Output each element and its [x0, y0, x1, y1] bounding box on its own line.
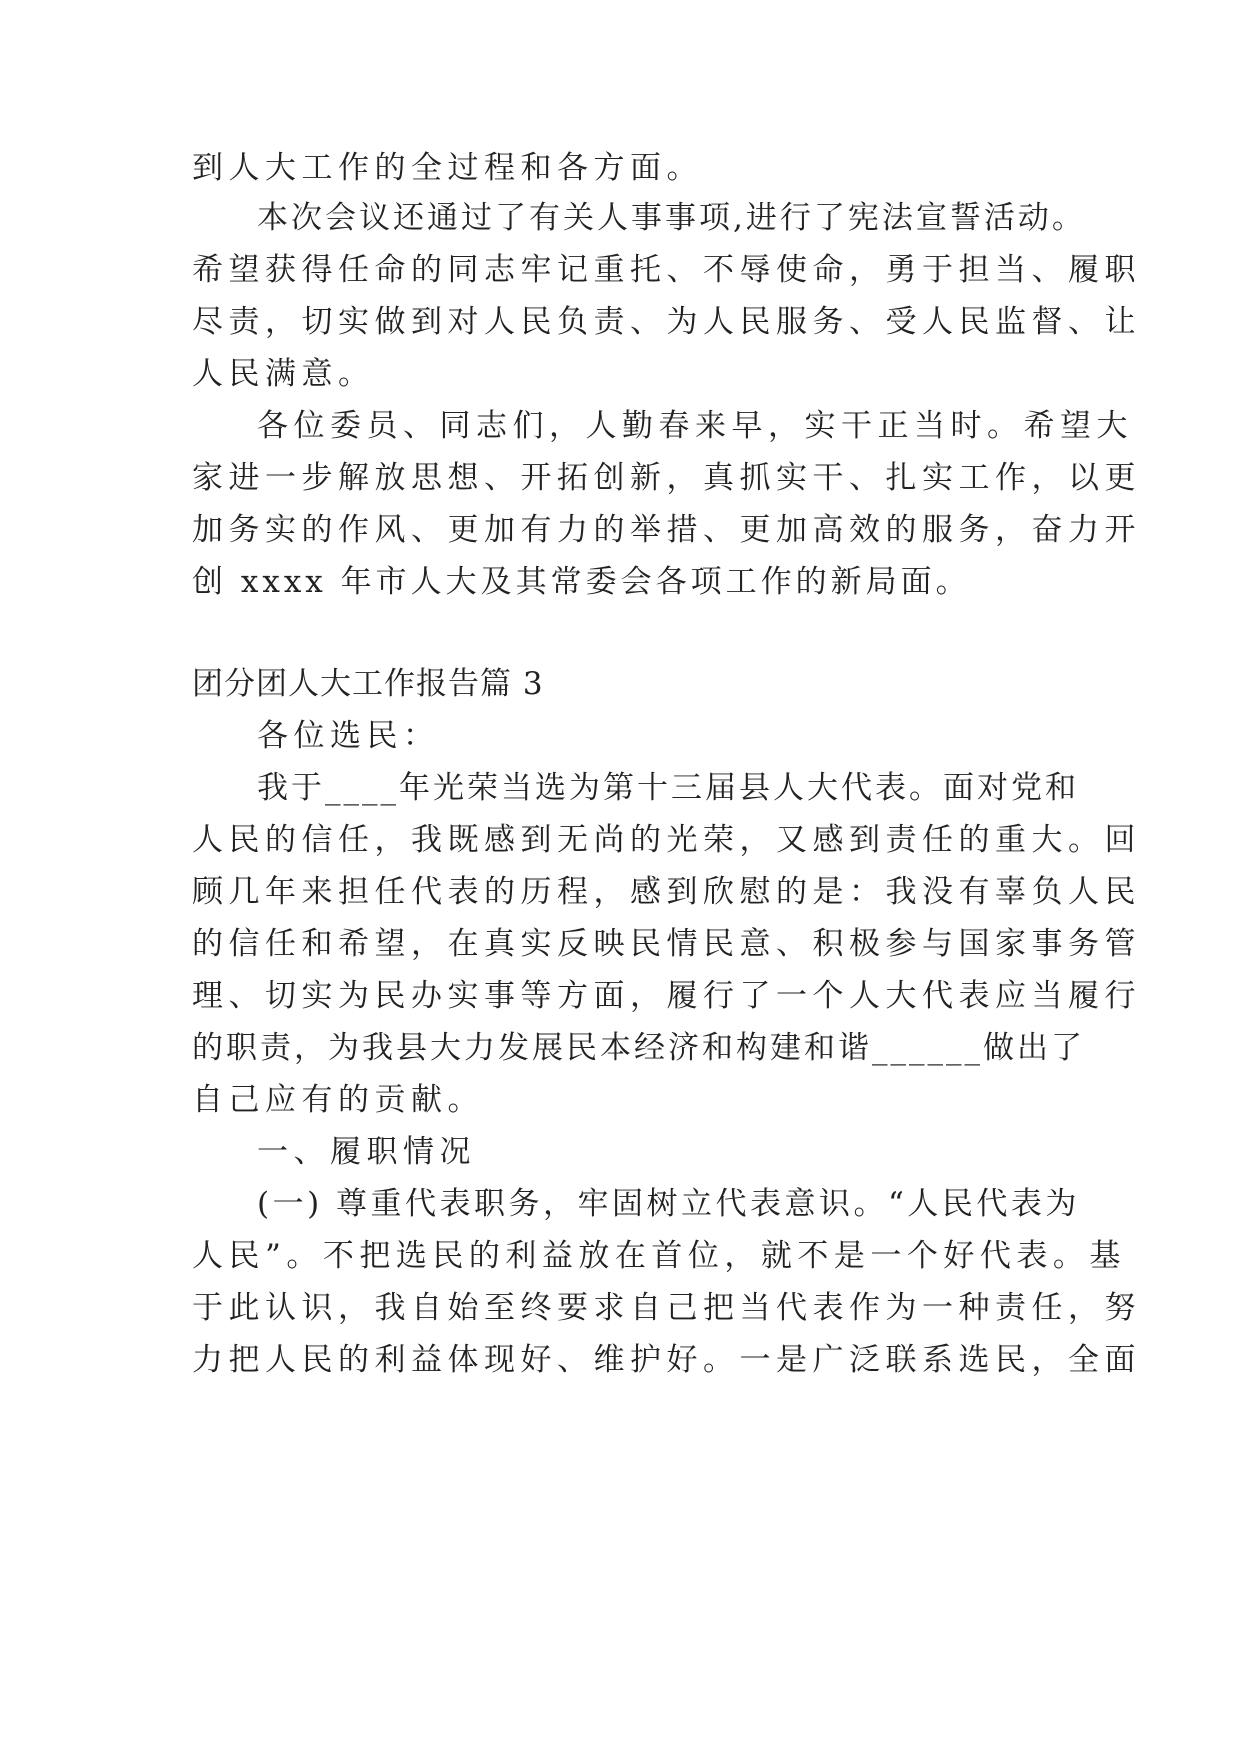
paragraph-line: 于此认识，我自始至终要求自己把当代表作为一种责任，努 [192, 1290, 1141, 1326]
paragraph-line: 到人大工作的全过程和各方面。 [192, 150, 703, 186]
paragraph-line: 创 xxxx 年市人大及其常委会各项工作的新局面。 [192, 564, 971, 600]
paragraph-line: 各位委员、同志们，人勤春来早，实干正当时。希望大 [257, 408, 1133, 444]
paragraph-line: 本次会议还通过了有关人事事项,进行了宪法宣誓活动。 [257, 200, 1086, 236]
paragraph-line: 加务实的作风、更加有力的举措、更加高效的服务，奋力开 [192, 512, 1141, 548]
paragraph-line: 顾几年来担任代表的历程，感到欣慰的是：我没有辜负人民 [192, 874, 1141, 910]
paragraph-line: 理、切实为民办实事等方面，履行了一个人大代表应当履行 [192, 978, 1141, 1014]
paragraph-line: 家进一步解放思想、开拓创新，真抓实干、扎实工作，以更 [192, 460, 1141, 496]
paragraph-line: 希望获得任命的同志牢记重托、不辱使命，勇于担当、履职 [192, 252, 1141, 288]
paragraph-line: 力把人民的利益体现好、维护好。一是广泛联系选民，全面 [192, 1342, 1141, 1378]
paragraph-line: 的职责，为我县大力发展民本经济和构建和谐______做出了 [192, 1030, 1085, 1066]
paragraph-line: 人民”。不把选民的利益放在首位，就不是一个好代表。基 [192, 1238, 1126, 1274]
paragraph-line: 人民满意。 [192, 356, 375, 392]
salutation: 各位选民： [257, 718, 440, 754]
paragraph-line: 人民的信任，我既感到无尚的光荣，又感到责任的重大。回 [192, 822, 1141, 858]
paragraph-line: 尽责，切实做到对人民负责、为人民服务、受人民监督、让 [192, 304, 1141, 340]
paragraph-line: 的信任和希望，在真实反映民情民意、积极参与国家事务管 [192, 926, 1141, 962]
paragraph-line: (一) 尊重代表职务，牢固树立代表意识。“人民代表为 [257, 1186, 1080, 1222]
section-heading: 团分团人大工作报告篇 3 [192, 666, 544, 702]
paragraph-line: 我于____年光荣当选为第十三届县人大代表。面对党和 [257, 770, 1079, 806]
subsection-heading: 一、履职情况 [257, 1134, 476, 1170]
paragraph-line: 自己应有的贡献。 [192, 1082, 484, 1118]
